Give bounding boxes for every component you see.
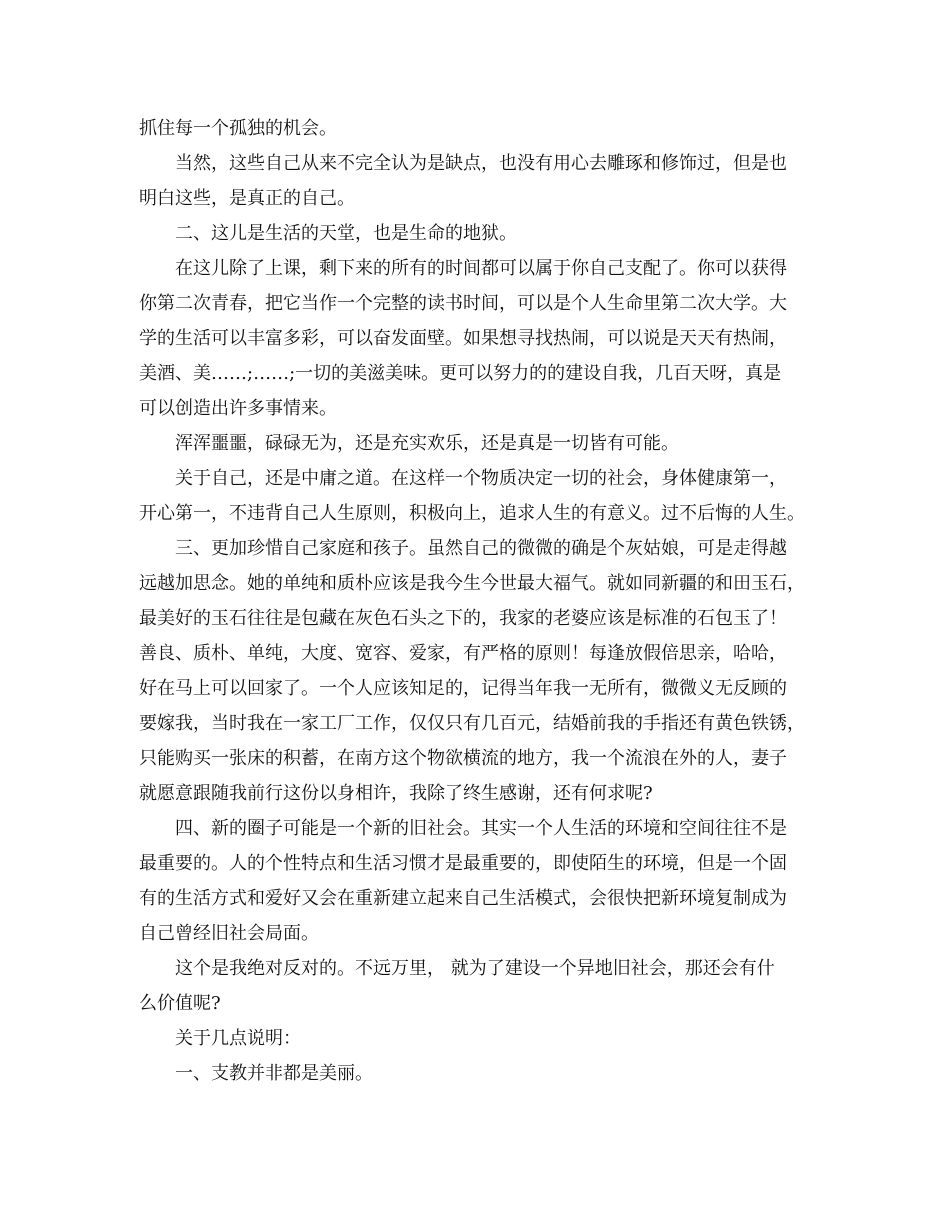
text-line: 好在马上可以回家了。一个人应该知足的，记得当年我一无所有，微微义无反顾的 — [139, 678, 787, 699]
text-line: 你第二次青春，把它当作一个完整的读书时间，可以是个人生命里第二次大学。大 — [139, 293, 787, 314]
text-line: 浑浑噩噩，碌碌无为，还是充实欢乐，还是真是一切皆有可能。 — [175, 433, 679, 454]
text-line: 学的生活可以丰富多彩，可以奋发面壁。如果想寻找热闹，可以说是天天有热闹， — [139, 328, 787, 349]
document-body — [139, 111, 819, 1091]
text-line: 么价值呢? — [139, 993, 221, 1014]
text-line: 当然，这些自己从来不完全认为是缺点，也没有用心去雕琢和修饰过，但是也 — [175, 153, 787, 174]
text-line: 有的生活方式和爱好又会在重新建立起来自己生活模式，会很快把新环境复制成为 — [139, 888, 787, 909]
text-line: 最重要的。人的个性特点和生活习惯才是最重要的，即使陌生的环境，但是一个固 — [139, 853, 787, 874]
text-line: 关于几点说明： — [175, 1028, 301, 1049]
text-line: 最美好的玉石往往是包藏在灰色石头之下的，我家的老婆应该是标准的石包玉了！ — [139, 608, 787, 629]
section-heading — [139, 811, 819, 951]
section-heading — [139, 531, 819, 811]
paragraph — [139, 951, 819, 1021]
text-line: 可以创造出许多事情来。 — [139, 398, 337, 419]
text-line: 开心第一，不违背自己人生原则，积极向上，追求人生的有意义。过不后悔的人生。 — [139, 503, 805, 524]
text-line: 三、更加珍惜自己家庭和孩子。虽然自己的微微的确是个灰姑娘，可是走得越 — [175, 538, 787, 559]
text-line: 一、支教并非都是美丽。 — [175, 1063, 373, 1084]
text-line: 美酒、美……;……;一切的美滋美味。更可以努力的的建设自我，几百天呀，真是 — [139, 363, 782, 384]
paragraph — [139, 111, 819, 146]
text-line: 这个是我绝对反对的。不远万里， 就为了建设一个异地旧社会，那还会有什 — [175, 958, 775, 979]
section-heading — [139, 1056, 819, 1091]
paragraph — [139, 146, 819, 216]
section-heading — [139, 216, 819, 251]
text-line: 二、这儿是生活的天堂，也是生命的地狱。 — [175, 223, 517, 244]
text-line: 抓住每一个孤独的机会。 — [139, 118, 337, 139]
text-line: 明白这些，是真正的自己。 — [139, 188, 355, 209]
paragraph — [139, 1021, 819, 1056]
text-line: 自己曾经旧社会局面。 — [139, 923, 319, 944]
paragraph — [139, 461, 819, 531]
text-line: 四、新的圈子可能是一个新的旧社会。其实一个人生活的环境和空间往往不是 — [175, 818, 787, 839]
paragraph — [139, 251, 819, 426]
text-line: 远越加思念。她的单纯和质朴应该是我今生今世最大福气。就如同新疆的和田玉石， — [139, 573, 805, 594]
text-line: 就愿意跟随我前行这份以身相许，我除了终生感谢，还有何求呢? — [139, 783, 653, 804]
text-line: 关于自己，还是中庸之道。在这样一个物质决定一切的社会，身体健康第一， — [175, 468, 787, 489]
text-line: 要嫁我，当时我在一家工厂工作，仅仅只有几百元，结婚前我的手指还有黄色铁锈， — [139, 713, 805, 734]
text-line: 善良、质朴、单纯，大度、宽容、爱家，有严格的原则！每逢放假倍思亲，哈哈， — [139, 643, 787, 664]
paragraph — [139, 426, 819, 461]
text-line: 只能购买一张床的积蓄，在南方这个物欲横流的地方，我一个流浪在外的人，妻子 — [139, 748, 787, 769]
text-line: 在这儿除了上课，剩下来的所有的时间都可以属于你自己支配了。你可以获得 — [175, 258, 787, 279]
